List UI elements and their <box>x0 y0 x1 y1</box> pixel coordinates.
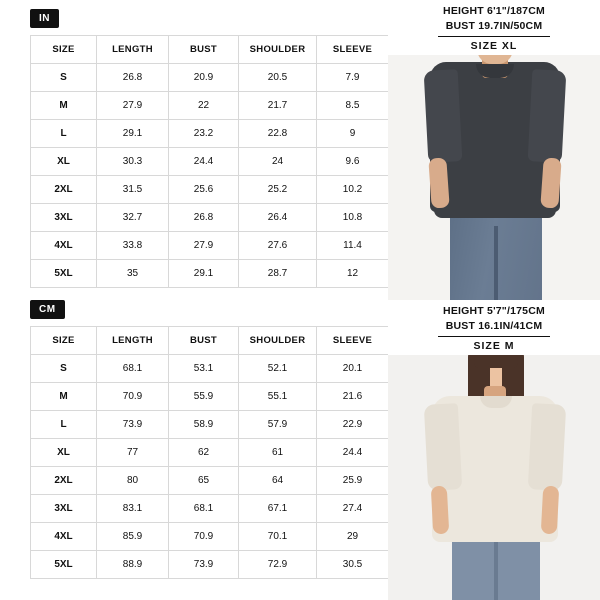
cell-sleeve: 10.2 <box>317 176 389 204</box>
cell-sleeve: 8.5 <box>317 92 389 120</box>
cell-shoulder: 67.1 <box>239 495 317 523</box>
cell-shoulder: 61 <box>239 439 317 467</box>
cell-bust: 58.9 <box>169 411 239 439</box>
cell-shoulder: 25.2 <box>239 176 317 204</box>
table-header-row <box>31 327 389 355</box>
cell-size: S <box>31 64 97 92</box>
table-row <box>31 495 389 523</box>
cell-shoulder: 21.7 <box>239 92 317 120</box>
cell-bust: 53.1 <box>169 355 239 383</box>
col-header-sleeve: SLEEVE <box>317 327 389 355</box>
cell-bust: 22 <box>169 92 239 120</box>
cell-shoulder: 70.1 <box>239 523 317 551</box>
cell-shoulder: 24 <box>239 148 317 176</box>
table-row <box>31 551 389 579</box>
cell-shoulder: 27.6 <box>239 232 317 260</box>
col-header-bust: BUST <box>169 327 239 355</box>
size-table-centimeters <box>30 326 389 579</box>
cell-sleeve: 21.6 <box>317 383 389 411</box>
cell-size: S <box>31 355 97 383</box>
col-header-length: LENGTH <box>97 36 169 64</box>
col-header-bust: BUST <box>169 36 239 64</box>
cell-length: 88.9 <box>97 551 169 579</box>
model-height: HEIGHT 6'1"/187CM <box>443 5 545 17</box>
cell-length: 77 <box>97 439 169 467</box>
model-specs-male <box>388 0 600 55</box>
cell-sleeve: 9.6 <box>317 148 389 176</box>
cell-length: 73.9 <box>97 411 169 439</box>
model-bust: BUST 16.1IN/41CM <box>445 320 543 332</box>
cell-size: L <box>31 411 97 439</box>
cell-length: 85.9 <box>97 523 169 551</box>
cell-shoulder: 72.9 <box>239 551 317 579</box>
cell-sleeve: 12 <box>317 260 389 288</box>
table-row <box>31 232 389 260</box>
cell-bust: 62 <box>169 439 239 467</box>
spec-divider <box>438 336 550 337</box>
cell-size: XL <box>31 439 97 467</box>
cell-size: 2XL <box>31 176 97 204</box>
model-arm-right <box>540 157 561 208</box>
table-row <box>31 92 389 120</box>
table-row <box>31 64 389 92</box>
cell-bust: 20.9 <box>169 64 239 92</box>
model-sleeve-left <box>424 69 463 163</box>
cell-sleeve: 29 <box>317 523 389 551</box>
table-row <box>31 467 389 495</box>
cell-length: 70.9 <box>97 383 169 411</box>
model-jeans <box>452 532 540 600</box>
cell-bust: 68.1 <box>169 495 239 523</box>
model-sleeve-right <box>528 403 566 491</box>
cell-sleeve: 22.9 <box>317 411 389 439</box>
cell-shoulder: 20.5 <box>239 64 317 92</box>
cell-size: 4XL <box>31 232 97 260</box>
cell-size: 3XL <box>31 495 97 523</box>
cm-table-block <box>30 299 388 579</box>
cell-bust: 29.1 <box>169 260 239 288</box>
table-row <box>31 176 389 204</box>
cell-sleeve: 11.4 <box>317 232 389 260</box>
cell-bust: 24.4 <box>169 148 239 176</box>
cell-sleeve: 10.8 <box>317 204 389 232</box>
col-header-shoulder: SHOULDER <box>239 327 317 355</box>
cell-sleeve: 24.4 <box>317 439 389 467</box>
unit-badge-cm: CM <box>30 300 65 319</box>
cell-shoulder: 26.4 <box>239 204 317 232</box>
cell-length: 80 <box>97 467 169 495</box>
table-row <box>31 523 389 551</box>
cell-shoulder: 22.8 <box>239 120 317 148</box>
cell-size: 4XL <box>31 523 97 551</box>
table-row <box>31 260 389 288</box>
cell-sleeve: 20.1 <box>317 355 389 383</box>
model-bust: BUST 19.7IN/50CM <box>445 20 543 32</box>
model-specs-female <box>388 300 600 355</box>
table-row <box>31 411 389 439</box>
cell-length: 29.1 <box>97 120 169 148</box>
cell-bust: 65 <box>169 467 239 495</box>
cell-length: 32.7 <box>97 204 169 232</box>
cell-bust: 25.6 <box>169 176 239 204</box>
model-sleeve-right <box>528 69 567 163</box>
cell-length: 35 <box>97 260 169 288</box>
inch-table-block <box>30 8 388 288</box>
cell-shoulder: 64 <box>239 467 317 495</box>
cell-size: M <box>31 383 97 411</box>
cell-shoulder: 57.9 <box>239 411 317 439</box>
model-tshirt-hem <box>434 196 556 218</box>
model-sleeve-left <box>424 403 462 491</box>
cell-bust: 27.9 <box>169 232 239 260</box>
cell-size: 5XL <box>31 260 97 288</box>
size-table-inches <box>30 35 389 288</box>
model-arm-left <box>428 157 449 208</box>
cell-bust: 73.9 <box>169 551 239 579</box>
cell-shoulder: 52.1 <box>239 355 317 383</box>
cell-length: 30.3 <box>97 148 169 176</box>
unit-badge-in: IN <box>30 9 59 28</box>
cell-length: 31.5 <box>97 176 169 204</box>
cell-length: 26.8 <box>97 64 169 92</box>
cell-sleeve: 30.5 <box>317 551 389 579</box>
col-header-size: SIZE <box>31 327 97 355</box>
col-header-sleeve: SLEEVE <box>317 36 389 64</box>
cell-size: 5XL <box>31 551 97 579</box>
col-header-size: SIZE <box>31 36 97 64</box>
table-row <box>31 148 389 176</box>
cell-size: XL <box>31 148 97 176</box>
model-size: SIZE XL <box>470 40 518 52</box>
cell-bust: 70.9 <box>169 523 239 551</box>
model-size: SIZE M <box>473 340 515 352</box>
cell-size: L <box>31 120 97 148</box>
cell-length: 33.8 <box>97 232 169 260</box>
cell-sleeve: 9 <box>317 120 389 148</box>
model-height: HEIGHT 5'7"/175CM <box>443 305 545 317</box>
cell-length: 27.9 <box>97 92 169 120</box>
cell-shoulder: 28.7 <box>239 260 317 288</box>
cell-sleeve: 25.9 <box>317 467 389 495</box>
cell-length: 68.1 <box>97 355 169 383</box>
table-row <box>31 120 389 148</box>
col-header-shoulder: SHOULDER <box>239 36 317 64</box>
table-header-row <box>31 36 389 64</box>
model-card-female <box>388 300 600 600</box>
cell-shoulder: 55.1 <box>239 383 317 411</box>
model-card-male <box>388 0 600 300</box>
col-header-length: LENGTH <box>97 327 169 355</box>
cell-size: 2XL <box>31 467 97 495</box>
model-photos-column <box>388 0 600 600</box>
cell-bust: 26.8 <box>169 204 239 232</box>
table-row <box>31 439 389 467</box>
table-row <box>31 383 389 411</box>
cell-length: 83.1 <box>97 495 169 523</box>
table-row <box>31 355 389 383</box>
model-arm-right <box>541 486 559 535</box>
table-row <box>31 204 389 232</box>
cell-size: 3XL <box>31 204 97 232</box>
cell-bust: 23.2 <box>169 120 239 148</box>
model-arm-left <box>431 486 449 535</box>
cell-size: M <box>31 92 97 120</box>
spec-divider <box>438 36 550 37</box>
cell-sleeve: 7.9 <box>317 64 389 92</box>
cell-sleeve: 27.4 <box>317 495 389 523</box>
cell-bust: 55.9 <box>169 383 239 411</box>
